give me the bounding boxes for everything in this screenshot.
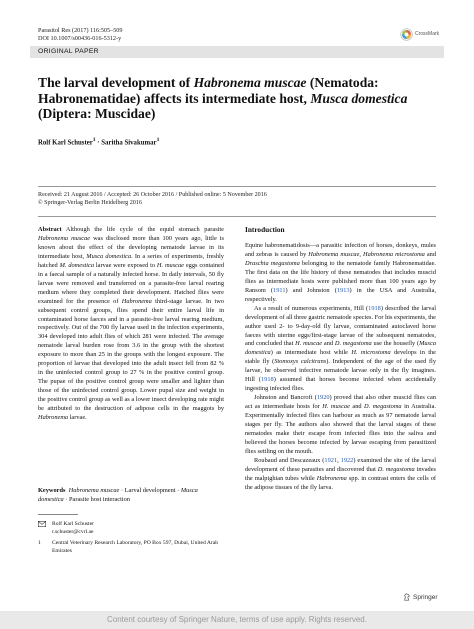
author-separator: · <box>95 139 102 147</box>
citation-link[interactable]: 1913 <box>336 286 350 294</box>
keyword: · Larval development · <box>119 487 181 494</box>
keyword: Musca domestica <box>38 487 198 503</box>
citation-link[interactable]: 1918 <box>368 304 381 312</box>
springer-horse-icon <box>403 593 411 601</box>
divider <box>38 186 436 187</box>
affiliation-text: Central Veterinary Research Laboratory, PO Box 597, Dubai, United Arab Emirates <box>52 540 219 554</box>
text: ) and Johnston ( <box>285 286 337 294</box>
introduction-body <box>245 242 436 493</box>
corresponding-author-name: Rolf Karl Schuster <box>52 521 94 527</box>
title-species: Musca domestica <box>310 90 408 106</box>
author-affiliation-mark: 1 <box>156 137 160 143</box>
article-title <box>38 75 438 122</box>
text: , <box>337 456 341 464</box>
abstract-part: Although the life cycle of the equid stomach parasite <box>61 226 224 233</box>
species: D. megastoma <box>334 340 372 348</box>
text: develops in the stable fly ( <box>245 349 436 366</box>
species: D. megastoma <box>364 403 402 411</box>
citation-link[interactable]: 1918 <box>261 376 274 384</box>
abstract-species: Habronema muscae <box>38 234 91 242</box>
intro-paragraph <box>245 305 436 395</box>
corresponding-author-email[interactable]: r.schuster@cvrl.ae <box>52 528 94 535</box>
text: ) as intermediate host while <box>270 349 352 357</box>
text: Johnston and Bancroft ( <box>254 394 317 402</box>
intro-paragraph <box>245 394 436 457</box>
journal-doi[interactable]: DOI 10.1007/s00436-016-5312-y <box>38 35 122 43</box>
species: Musca domestica <box>245 340 436 357</box>
intro-paragraph <box>245 242 436 305</box>
text: ) in the USA and Australia, respectively. <box>245 286 437 303</box>
abstract-part: larvae. <box>68 414 87 422</box>
copyright-line: © Springer-Verlag Berlin Heidelberg 2016 <box>38 200 142 206</box>
corresponding-author <box>38 521 224 536</box>
crossmark-badge[interactable] <box>400 26 446 42</box>
keyword: Habronema muscae <box>68 487 120 494</box>
text: ) described the larval development of all three gastric nematode species. For his experiments, the author used 2- to 9-day-old fly larvae, contaminated autoclaved horse faeces with uterine eggs/first-stage larvae of the subsequent nematodes, and concluded that <box>245 304 436 348</box>
text: , <box>359 250 364 258</box>
species: Draschia megastoma <box>245 259 300 267</box>
author-name[interactable]: Rolf Karl Schuster <box>38 139 93 147</box>
author-affiliation-mark: 1 <box>92 137 96 143</box>
text: in Australia. Experimentally infected flies can harbour as much as 97 nematode larval stages per fly. The authors also showed that the larval stages of these nematodes make their escape from infected flies into the saliva and believed the horses become infected by larvae escaping from parasitized flies settling on the mouth. <box>245 403 436 455</box>
text: Equine habronematidosis—a parasitic infection of horses, donkeys, mules and zebras is caused by <box>245 242 436 258</box>
abstract-part: eggs contained in a faecal sample of a naturally infected horse. In daily intervals, 50 fly larvae were removed and transferred on a parasite-free larval rearing medium where they completed their development. Hatched flies were examined for the presence of <box>38 261 224 305</box>
abstract-label: Abstract <box>38 226 62 233</box>
species: Habronema microstoma <box>363 250 425 258</box>
text: ). Independent of the age of the used fly larvae, he observed infective nematode larvae only in the fly imagines. Hill ( <box>245 358 436 384</box>
affiliation <box>38 540 224 555</box>
footer-notice: Content courtesy of Springer Nature, terms of use apply. Rights reserved. <box>0 611 474 629</box>
journal-info <box>38 27 123 43</box>
text: ) proved that also other muscid flies can act as intermediate hosts for <box>245 394 436 411</box>
species: H. muscae <box>322 403 350 411</box>
species: H. muscae <box>295 340 323 348</box>
text: and <box>349 403 365 411</box>
intro-paragraph <box>245 457 436 493</box>
author-list <box>38 137 159 146</box>
title-part: (Nematoda: Habronematidae) affects its intermediate host, <box>38 75 379 106</box>
footnote-divider <box>38 514 78 515</box>
author-name[interactable]: Saritha Sivakumar <box>101 139 157 147</box>
abstract-part: was disclosed more than 100 years ago, little is known about the effect of the developing nematode larvae in its intermediate host, <box>38 234 224 260</box>
text: ) assumed that horses become infected when accidentally ingesting infected flies. <box>245 376 436 393</box>
title-part: The larval development of <box>38 75 194 90</box>
text: and <box>424 250 437 258</box>
introduction-heading: Introduction <box>245 225 285 234</box>
title-part: (Diptera: Muscidae) <box>38 106 156 121</box>
species: Stomoxys calcitrans <box>274 358 327 366</box>
publisher-logo <box>403 593 438 601</box>
abstract-species: Habronema <box>121 297 152 305</box>
citation-link[interactable]: 1920 <box>316 394 330 402</box>
text: Roubaud and Descazeaux ( <box>254 456 325 464</box>
paper-type-banner: ORIGINAL PAPER <box>30 46 444 58</box>
text: invades the malpighian tubes while <box>245 465 436 482</box>
keywords <box>38 487 224 505</box>
correspondence-block <box>38 521 224 559</box>
divider <box>38 216 436 217</box>
citation-link[interactable]: 1921 <box>324 456 338 464</box>
text: and <box>322 340 335 348</box>
history-dates: Received: 21 August 2016 / Accepted: 26 October 2016 / Published online: 5 November 2016 <box>38 192 267 198</box>
keyword: · Parasite host interaction <box>63 495 130 503</box>
affiliation-number: 1 <box>38 540 41 547</box>
publication-dates <box>38 191 267 207</box>
journal-citation: Parasitol Res (2017) 116:505–509 <box>38 27 123 34</box>
text: As a result of numerous experiments, Hill ( <box>254 304 369 312</box>
crossmark-label: CrossMark <box>415 31 440 37</box>
text: ) examined the site of the larval development of these parasites and discovered that <box>245 456 437 473</box>
title-species: Habronema muscae <box>193 75 307 90</box>
species: Habronema <box>316 474 347 482</box>
species: D. megastoma <box>377 465 415 473</box>
abstract-part: . In a series of experiments, freshly hatched <box>38 252 224 269</box>
crossmark-icon <box>400 28 413 41</box>
citation-link[interactable]: 1922 <box>340 456 354 464</box>
species: Habronema muscae <box>308 250 360 258</box>
envelope-icon <box>38 521 46 536</box>
abstract-part: third-stage larvae. In two subsequent control groups, flies spend their entire larval life in contaminated horse faeces and in a parasite-free larval rearing medium, respectively. Out of the 700 fly larvae used in the infection experiments, 304 developed into adult flies of which 281 were infected. The average nematode larval burden rose from 3.6 in the group with the shortest exposure to more than 25 in the groups with the longest exposure. The proportion of larvae that developed into the adult insect fell from 82 % in the uninfected control group to 27 % in the positive control group. The pupae of the positive control group were smaller and lighter than those of the uninfected control group. Lower pupal size and weight in the positive control group as well as a lower insect developing rate might be attributed to the destruction of adipose cells in the maggots by <box>38 297 224 413</box>
text: belonging to the nematode family Habronematidae. The first data on the life history of these nematodes that includes muscid flies as intermediate hosts were published more than 100 years ago by Ransom ( <box>245 259 436 294</box>
abstract-species: Musca domestica <box>86 252 132 260</box>
text: use the housefly ( <box>371 340 420 348</box>
abstract-species: M. domestica <box>59 261 95 269</box>
abstract-species: Habronema <box>38 414 69 422</box>
abstract-part: larvae were exposed to <box>94 261 157 269</box>
keywords-label: Keywords <box>38 487 66 494</box>
text: spp. in contrast enters the cells of the adipose tissues of the fly larva. <box>245 474 436 491</box>
abstract-species: H. muscae <box>156 261 184 269</box>
species: H. microstoma <box>351 349 391 357</box>
abstract-text <box>38 226 224 423</box>
citation-link[interactable]: 1911 <box>273 286 286 294</box>
publisher-name: Springer <box>413 593 438 601</box>
